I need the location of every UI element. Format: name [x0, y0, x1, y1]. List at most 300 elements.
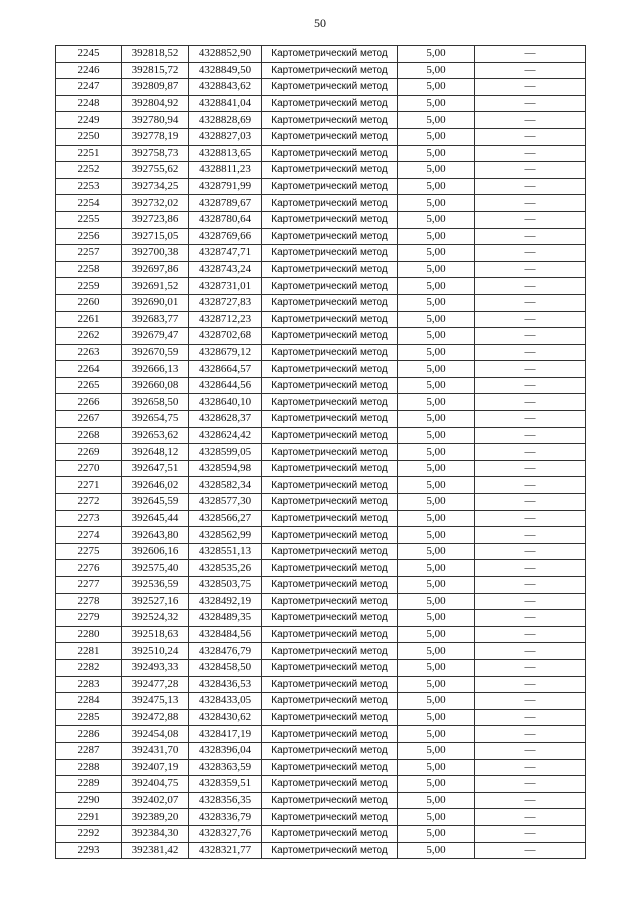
point-number-cell: 2251 [56, 145, 122, 162]
note-cell: — [475, 560, 586, 577]
accuracy-cell: 5,00 [398, 211, 475, 228]
accuracy-cell: 5,00 [398, 79, 475, 96]
point-number-cell: 2287 [56, 742, 122, 759]
y-coordinate-cell: 4328791,99 [189, 178, 262, 195]
x-coordinate-cell: 392809,87 [122, 79, 189, 96]
accuracy-cell: 5,00 [398, 792, 475, 809]
point-number-cell: 2260 [56, 294, 122, 311]
accuracy-cell: 5,00 [398, 676, 475, 693]
table-row [56, 411, 586, 428]
y-coordinate-cell: 4328577,30 [189, 494, 262, 511]
note-cell: — [475, 577, 586, 594]
point-number-cell: 2254 [56, 195, 122, 212]
note-cell: — [475, 162, 586, 179]
note-cell: — [475, 145, 586, 162]
point-number-cell: 2257 [56, 245, 122, 262]
table-row [56, 494, 586, 511]
accuracy-cell: 5,00 [398, 709, 475, 726]
point-number-cell: 2271 [56, 477, 122, 494]
x-coordinate-cell: 392510,24 [122, 643, 189, 660]
table-row [56, 676, 586, 693]
x-coordinate-cell: 392780,94 [122, 112, 189, 129]
accuracy-cell: 5,00 [398, 228, 475, 245]
point-number-cell: 2253 [56, 178, 122, 195]
table-row [56, 261, 586, 278]
table-row [56, 394, 586, 411]
method-cell: Картометрический метод [262, 245, 398, 262]
y-coordinate-cell: 4328489,35 [189, 610, 262, 627]
table-row [56, 510, 586, 527]
note-cell: — [475, 477, 586, 494]
method-cell: Картометрический метод [262, 659, 398, 676]
x-coordinate-cell: 392404,75 [122, 776, 189, 793]
table-row [56, 709, 586, 726]
table-row [56, 46, 586, 63]
table-row [56, 195, 586, 212]
x-coordinate-cell: 392758,73 [122, 145, 189, 162]
accuracy-cell: 5,00 [398, 377, 475, 394]
point-number-cell: 2258 [56, 261, 122, 278]
note-cell: — [475, 610, 586, 627]
x-coordinate-cell: 392690,01 [122, 294, 189, 311]
accuracy-cell: 5,00 [398, 693, 475, 710]
method-cell: Картометрический метод [262, 560, 398, 577]
table-row [56, 112, 586, 129]
table-row [56, 328, 586, 345]
table-row [56, 477, 586, 494]
note-cell: — [475, 344, 586, 361]
x-coordinate-cell: 392653,62 [122, 427, 189, 444]
y-coordinate-cell: 4328852,90 [189, 46, 262, 63]
table-row [56, 344, 586, 361]
method-cell: Картометрический метод [262, 228, 398, 245]
method-cell: Картометрический метод [262, 112, 398, 129]
table-row [56, 427, 586, 444]
x-coordinate-cell: 392666,13 [122, 361, 189, 378]
note-cell: — [475, 394, 586, 411]
x-coordinate-cell: 392715,05 [122, 228, 189, 245]
x-coordinate-cell: 392778,19 [122, 128, 189, 145]
y-coordinate-cell: 4328624,42 [189, 427, 262, 444]
note-cell: — [475, 112, 586, 129]
y-coordinate-cell: 4328813,65 [189, 145, 262, 162]
y-coordinate-cell: 4328789,67 [189, 195, 262, 212]
x-coordinate-cell: 392475,13 [122, 693, 189, 710]
table-row [56, 178, 586, 195]
note-cell: — [475, 79, 586, 96]
accuracy-cell: 5,00 [398, 477, 475, 494]
note-cell: — [475, 128, 586, 145]
method-cell: Картометрический метод [262, 643, 398, 660]
accuracy-cell: 5,00 [398, 543, 475, 560]
accuracy-cell: 5,00 [398, 344, 475, 361]
y-coordinate-cell: 4328327,76 [189, 825, 262, 842]
y-coordinate-cell: 4328336,79 [189, 809, 262, 826]
note-cell: — [475, 294, 586, 311]
method-cell: Картометрический метод [262, 128, 398, 145]
table-row [56, 543, 586, 560]
point-number-cell: 2264 [56, 361, 122, 378]
x-coordinate-cell: 392654,75 [122, 411, 189, 428]
x-coordinate-cell: 392575,40 [122, 560, 189, 577]
note-cell: — [475, 228, 586, 245]
x-coordinate-cell: 392431,70 [122, 742, 189, 759]
y-coordinate-cell: 4328843,62 [189, 79, 262, 96]
method-cell: Картометрический метод [262, 344, 398, 361]
accuracy-cell: 5,00 [398, 776, 475, 793]
point-number-cell: 2279 [56, 610, 122, 627]
note-cell: — [475, 510, 586, 527]
x-coordinate-cell: 392804,92 [122, 95, 189, 112]
table-row [56, 659, 586, 676]
y-coordinate-cell: 4328712,23 [189, 311, 262, 328]
accuracy-cell: 5,00 [398, 294, 475, 311]
point-number-cell: 2247 [56, 79, 122, 96]
table-row [56, 228, 586, 245]
note-cell: — [475, 211, 586, 228]
y-coordinate-cell: 4328566,27 [189, 510, 262, 527]
x-coordinate-cell: 392723,86 [122, 211, 189, 228]
point-number-cell: 2281 [56, 643, 122, 660]
accuracy-cell: 5,00 [398, 577, 475, 594]
point-number-cell: 2274 [56, 527, 122, 544]
table-row [56, 693, 586, 710]
y-coordinate-cell: 4328551,13 [189, 543, 262, 560]
point-number-cell: 2280 [56, 626, 122, 643]
accuracy-cell: 5,00 [398, 46, 475, 63]
method-cell: Картометрический метод [262, 211, 398, 228]
y-coordinate-cell: 4328492,19 [189, 593, 262, 610]
note-cell: — [475, 693, 586, 710]
y-coordinate-cell: 4328321,77 [189, 842, 262, 859]
table-row [56, 593, 586, 610]
y-coordinate-cell: 4328702,68 [189, 328, 262, 345]
table-body [56, 46, 586, 859]
point-number-cell: 2272 [56, 494, 122, 511]
method-cell: Картометрический метод [262, 792, 398, 809]
y-coordinate-cell: 4328594,98 [189, 460, 262, 477]
method-cell: Картометрический метод [262, 494, 398, 511]
point-number-cell: 2265 [56, 377, 122, 394]
y-coordinate-cell: 4328417,19 [189, 726, 262, 743]
x-coordinate-cell: 392734,25 [122, 178, 189, 195]
method-cell: Картометрический метод [262, 676, 398, 693]
table-row [56, 62, 586, 79]
note-cell: — [475, 411, 586, 428]
point-number-cell: 2278 [56, 593, 122, 610]
y-coordinate-cell: 4328433,05 [189, 693, 262, 710]
y-coordinate-cell: 4328628,37 [189, 411, 262, 428]
x-coordinate-cell: 392493,33 [122, 659, 189, 676]
y-coordinate-cell: 4328476,79 [189, 643, 262, 660]
method-cell: Картометрический метод [262, 626, 398, 643]
x-coordinate-cell: 392755,62 [122, 162, 189, 179]
point-number-cell: 2248 [56, 95, 122, 112]
x-coordinate-cell: 392536,59 [122, 577, 189, 594]
accuracy-cell: 5,00 [398, 842, 475, 859]
y-coordinate-cell: 4328769,66 [189, 228, 262, 245]
note-cell: — [475, 361, 586, 378]
note-cell: — [475, 676, 586, 693]
note-cell: — [475, 278, 586, 295]
method-cell: Картометрический метод [262, 842, 398, 859]
y-coordinate-cell: 4328430,62 [189, 709, 262, 726]
method-cell: Картометрический метод [262, 328, 398, 345]
accuracy-cell: 5,00 [398, 659, 475, 676]
y-coordinate-cell: 4328841,04 [189, 95, 262, 112]
method-cell: Картометрический метод [262, 593, 398, 610]
method-cell: Картометрический метод [262, 145, 398, 162]
x-coordinate-cell: 392407,19 [122, 759, 189, 776]
y-coordinate-cell: 4328780,64 [189, 211, 262, 228]
point-number-cell: 2277 [56, 577, 122, 594]
x-coordinate-cell: 392389,20 [122, 809, 189, 826]
method-cell: Картометрический метод [262, 543, 398, 560]
note-cell: — [475, 460, 586, 477]
accuracy-cell: 5,00 [398, 178, 475, 195]
point-number-cell: 2267 [56, 411, 122, 428]
x-coordinate-cell: 392647,51 [122, 460, 189, 477]
x-coordinate-cell: 392472,88 [122, 709, 189, 726]
y-coordinate-cell: 4328811,23 [189, 162, 262, 179]
note-cell: — [475, 46, 586, 63]
x-coordinate-cell: 392643,80 [122, 527, 189, 544]
y-coordinate-cell: 4328731,01 [189, 278, 262, 295]
point-number-cell: 2270 [56, 460, 122, 477]
y-coordinate-cell: 4328644,56 [189, 377, 262, 394]
note-cell: — [475, 792, 586, 809]
method-cell: Картометрический метод [262, 294, 398, 311]
point-number-cell: 2245 [56, 46, 122, 63]
note-cell: — [475, 178, 586, 195]
x-coordinate-cell: 392818,52 [122, 46, 189, 63]
method-cell: Картометрический метод [262, 477, 398, 494]
point-number-cell: 2293 [56, 842, 122, 859]
note-cell: — [475, 328, 586, 345]
table-row [56, 278, 586, 295]
method-cell: Картометрический метод [262, 759, 398, 776]
accuracy-cell: 5,00 [398, 95, 475, 112]
y-coordinate-cell: 4328727,83 [189, 294, 262, 311]
table-row [56, 211, 586, 228]
point-number-cell: 2262 [56, 328, 122, 345]
y-coordinate-cell: 4328562,99 [189, 527, 262, 544]
method-cell: Картометрический метод [262, 361, 398, 378]
method-cell: Картометрический метод [262, 527, 398, 544]
y-coordinate-cell: 4328458,50 [189, 659, 262, 676]
accuracy-cell: 5,00 [398, 145, 475, 162]
note-cell: — [475, 809, 586, 826]
note-cell: — [475, 742, 586, 759]
method-cell: Картометрический метод [262, 726, 398, 743]
note-cell: — [475, 494, 586, 511]
point-number-cell: 2286 [56, 726, 122, 743]
method-cell: Картометрический метод [262, 377, 398, 394]
y-coordinate-cell: 4328828,69 [189, 112, 262, 129]
point-number-cell: 2289 [56, 776, 122, 793]
point-number-cell: 2249 [56, 112, 122, 129]
method-cell: Картометрический метод [262, 411, 398, 428]
method-cell: Картометрический метод [262, 195, 398, 212]
table-row [56, 742, 586, 759]
point-number-cell: 2288 [56, 759, 122, 776]
table-row [56, 527, 586, 544]
method-cell: Картометрический метод [262, 427, 398, 444]
y-coordinate-cell: 4328503,75 [189, 577, 262, 594]
accuracy-cell: 5,00 [398, 626, 475, 643]
table-row [56, 610, 586, 627]
point-number-cell: 2276 [56, 560, 122, 577]
y-coordinate-cell: 4328664,57 [189, 361, 262, 378]
x-coordinate-cell: 392645,44 [122, 510, 189, 527]
method-cell: Картометрический метод [262, 444, 398, 461]
point-number-cell: 2259 [56, 278, 122, 295]
method-cell: Картометрический метод [262, 79, 398, 96]
point-number-cell: 2292 [56, 825, 122, 842]
table-row [56, 95, 586, 112]
method-cell: Картометрический метод [262, 460, 398, 477]
page-number: 50 [314, 16, 326, 30]
point-number-cell: 2275 [56, 543, 122, 560]
x-coordinate-cell: 392645,59 [122, 494, 189, 511]
y-coordinate-cell: 4328849,50 [189, 62, 262, 79]
note-cell: — [475, 62, 586, 79]
table-row [56, 444, 586, 461]
accuracy-cell: 5,00 [398, 278, 475, 295]
table-row [56, 294, 586, 311]
note-cell: — [475, 527, 586, 544]
table-row [56, 377, 586, 394]
accuracy-cell: 5,00 [398, 527, 475, 544]
x-coordinate-cell: 392660,08 [122, 377, 189, 394]
method-cell: Картометрический метод [262, 95, 398, 112]
accuracy-cell: 5,00 [398, 394, 475, 411]
point-number-cell: 2255 [56, 211, 122, 228]
x-coordinate-cell: 392646,02 [122, 477, 189, 494]
point-number-cell: 2291 [56, 809, 122, 826]
accuracy-cell: 5,00 [398, 195, 475, 212]
x-coordinate-cell: 392527,16 [122, 593, 189, 610]
accuracy-cell: 5,00 [398, 825, 475, 842]
accuracy-cell: 5,00 [398, 444, 475, 461]
method-cell: Картометрический метод [262, 610, 398, 627]
point-number-cell: 2246 [56, 62, 122, 79]
table-row [56, 460, 586, 477]
point-number-cell: 2269 [56, 444, 122, 461]
x-coordinate-cell: 392524,32 [122, 610, 189, 627]
x-coordinate-cell: 392384,30 [122, 825, 189, 842]
point-number-cell: 2268 [56, 427, 122, 444]
y-coordinate-cell: 4328363,59 [189, 759, 262, 776]
x-coordinate-cell: 392477,28 [122, 676, 189, 693]
point-number-cell: 2250 [56, 128, 122, 145]
table-row [56, 79, 586, 96]
method-cell: Картометрический метод [262, 261, 398, 278]
method-cell: Картометрический метод [262, 510, 398, 527]
note-cell: — [475, 709, 586, 726]
accuracy-cell: 5,00 [398, 742, 475, 759]
table-row [56, 311, 586, 328]
accuracy-cell: 5,00 [398, 311, 475, 328]
note-cell: — [475, 427, 586, 444]
x-coordinate-cell: 392648,12 [122, 444, 189, 461]
x-coordinate-cell: 392381,42 [122, 842, 189, 859]
y-coordinate-cell: 4328743,24 [189, 261, 262, 278]
method-cell: Картометрический метод [262, 178, 398, 195]
method-cell: Картометрический метод [262, 394, 398, 411]
note-cell: — [475, 444, 586, 461]
method-cell: Картометрический метод [262, 278, 398, 295]
table-row [56, 759, 586, 776]
method-cell: Картометрический метод [262, 46, 398, 63]
accuracy-cell: 5,00 [398, 593, 475, 610]
y-coordinate-cell: 4328599,05 [189, 444, 262, 461]
table-row [56, 792, 586, 809]
y-coordinate-cell: 4328582,34 [189, 477, 262, 494]
x-coordinate-cell: 392402,07 [122, 792, 189, 809]
table-row [56, 245, 586, 262]
point-number-cell: 2252 [56, 162, 122, 179]
table-row [56, 577, 586, 594]
point-number-cell: 2263 [56, 344, 122, 361]
table-row [56, 128, 586, 145]
accuracy-cell: 5,00 [398, 560, 475, 577]
y-coordinate-cell: 4328640,10 [189, 394, 262, 411]
method-cell: Картометрический метод [262, 162, 398, 179]
method-cell: Картометрический метод [262, 776, 398, 793]
point-number-cell: 2266 [56, 394, 122, 411]
note-cell: — [475, 726, 586, 743]
method-cell: Картометрический метод [262, 742, 398, 759]
y-coordinate-cell: 4328535,26 [189, 560, 262, 577]
method-cell: Картометрический метод [262, 825, 398, 842]
note-cell: — [475, 245, 586, 262]
x-coordinate-cell: 392658,50 [122, 394, 189, 411]
x-coordinate-cell: 392606,16 [122, 543, 189, 560]
note-cell: — [475, 842, 586, 859]
accuracy-cell: 5,00 [398, 759, 475, 776]
table-row [56, 626, 586, 643]
table-row [56, 809, 586, 826]
accuracy-cell: 5,00 [398, 460, 475, 477]
coordinates-table [55, 45, 586, 859]
accuracy-cell: 5,00 [398, 610, 475, 627]
y-coordinate-cell: 4328679,12 [189, 344, 262, 361]
accuracy-cell: 5,00 [398, 643, 475, 660]
table-row [56, 162, 586, 179]
y-coordinate-cell: 4328356,35 [189, 792, 262, 809]
y-coordinate-cell: 4328827,03 [189, 128, 262, 145]
point-number-cell: 2273 [56, 510, 122, 527]
table-row [56, 361, 586, 378]
note-cell: — [475, 825, 586, 842]
note-cell: — [475, 626, 586, 643]
y-coordinate-cell: 4328436,53 [189, 676, 262, 693]
note-cell: — [475, 776, 586, 793]
table-row [56, 145, 586, 162]
point-number-cell: 2256 [56, 228, 122, 245]
table-row [56, 842, 586, 859]
y-coordinate-cell: 4328359,51 [189, 776, 262, 793]
accuracy-cell: 5,00 [398, 726, 475, 743]
accuracy-cell: 5,00 [398, 162, 475, 179]
note-cell: — [475, 659, 586, 676]
point-number-cell: 2283 [56, 676, 122, 693]
accuracy-cell: 5,00 [398, 809, 475, 826]
x-coordinate-cell: 392732,02 [122, 195, 189, 212]
point-number-cell: 2261 [56, 311, 122, 328]
note-cell: — [475, 643, 586, 660]
